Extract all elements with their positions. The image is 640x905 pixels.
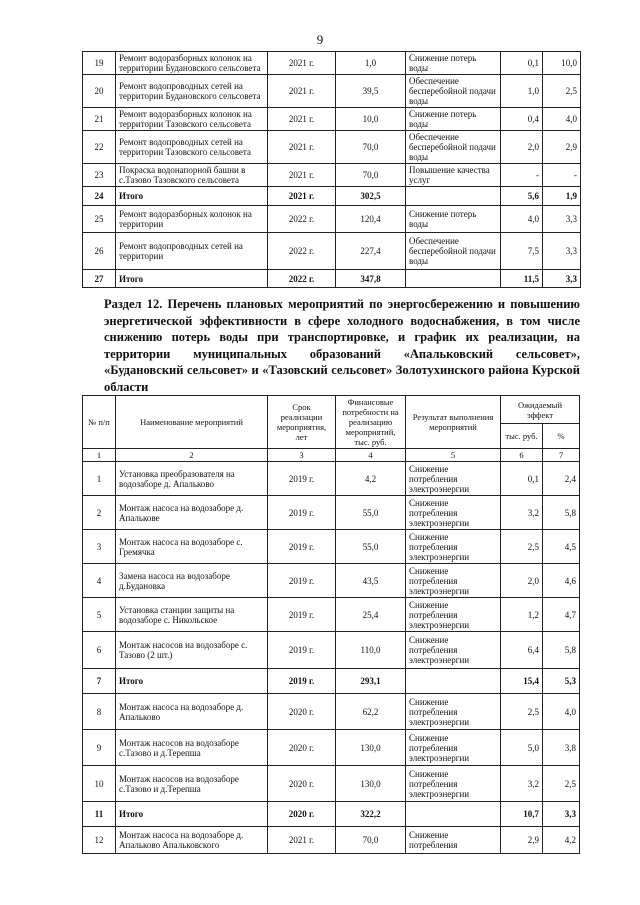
colnum-3: 3	[268, 449, 336, 462]
cell-year: 2021 г.	[268, 75, 336, 108]
cell-year: 2019 г.	[268, 530, 336, 564]
table-row	[83, 206, 581, 233]
cell-e2: 3,3	[543, 233, 581, 270]
header-term: Срок реализации мероприятия, лет	[268, 396, 336, 449]
cell-year: 2022 г.	[268, 233, 336, 270]
cell-e1: 2,0	[501, 564, 543, 598]
cell-e1: 2,5	[501, 694, 543, 730]
cell-n: 1	[83, 462, 116, 496]
cell-result	[406, 802, 501, 827]
cell-e2: 4,0	[543, 108, 581, 131]
cell-e2: 3,8	[543, 730, 580, 766]
cell-year: 2021 г.	[268, 52, 336, 75]
cell-year: 2021 г.	[268, 827, 336, 854]
table2-colnum-row	[83, 449, 580, 462]
cell-name: Ремонт водопроводных сетей на территории Тазовского сельсовета	[116, 131, 268, 164]
cell-n: 22	[83, 131, 116, 164]
cell-amount: 55,0	[336, 530, 406, 564]
cell-result: Снижение потребления электроэнергии	[406, 496, 501, 530]
header-result: Результат выполнения мероприятий	[406, 396, 501, 449]
table-row	[83, 108, 581, 131]
table1-body	[83, 52, 581, 288]
cell-name: Монтаж насоса на водозаборе д. Апалькове	[116, 496, 268, 530]
cell-name: Итого	[116, 270, 268, 288]
cell-name: Покраска водонапорной башни в с.Тазово Тазовского сельсовета	[116, 164, 268, 187]
cell-e1: 6,4	[501, 632, 543, 669]
table-row	[83, 131, 581, 164]
cell-e1: 7,5	[501, 233, 543, 270]
cell-amount: 293,1	[336, 669, 406, 694]
header-effect: Ожидаемый эффект	[501, 396, 580, 424]
cell-name: Монтаж насоса на водозаборе д. Апальково Апальковского	[116, 827, 268, 854]
cell-name: Ремонт водоразборных колонок на территории Будановского сельсовета	[116, 52, 268, 75]
table-row	[83, 632, 580, 669]
cell-n: 27	[83, 270, 116, 288]
cell-n: 5	[83, 598, 116, 632]
cell-name: Итого	[116, 802, 268, 827]
cell-result: Снижение потребления электроэнергии	[406, 632, 501, 669]
cell-e1: 0,1	[501, 52, 543, 75]
cell-amount: 62,2	[336, 694, 406, 730]
cell-n: 11	[83, 802, 116, 827]
header-effect-pct: %	[543, 424, 580, 449]
colnum-4: 4	[336, 449, 406, 462]
table-row	[83, 766, 580, 802]
cell-result: Снижение потерь воды	[406, 108, 501, 131]
cell-name: Ремонт водопроводных сетей на территории Будановского сельсовета	[116, 75, 268, 108]
table-row	[83, 164, 581, 187]
section-heading: Раздел 12. Перечень плановых мероприятий по энергосбережению и повышению энергетической эффективности в сфере холодного водоснабжения, в том числе снижению потерь воды при транспортировке, и график их реализации, на территории муниципальных образований «Апальковский сельсовет», «Будановский сельсовет» и «Тазовский сельсовет» Золотухинского района Курской области	[104, 297, 580, 394]
cell-year: 2022 г.	[268, 206, 336, 233]
cell-e2: 4,5	[543, 530, 580, 564]
cell-e1: 11,5	[501, 270, 543, 288]
cell-e1: 4,0	[501, 206, 543, 233]
cell-e2: 5,8	[543, 632, 580, 669]
cell-e1: 1,2	[501, 598, 543, 632]
cell-year: 2020 г.	[268, 694, 336, 730]
cell-year: 2022 г.	[268, 270, 336, 288]
cell-name: Монтаж насоса на водозаборе д. Апальково	[116, 694, 268, 730]
cell-year: 2019 г.	[268, 462, 336, 496]
cell-name: Ремонт водоразборных колонок на территории Тазовского сельсовета	[116, 108, 268, 131]
cell-n: 23	[83, 164, 116, 187]
cell-name: Монтаж насосов на водозаборе с. Тазово (2 шт.)	[116, 632, 268, 669]
cell-name: Монтаж насосов на водозаборе с.Тазово и д.Терепша	[116, 730, 268, 766]
header-num: № п/п	[83, 396, 116, 449]
cell-name: Итого	[116, 669, 268, 694]
cell-n: 8	[83, 694, 116, 730]
cell-name: Установка станции защиты на водозаборе с. Никольское	[116, 598, 268, 632]
page-number: 9	[316, 32, 324, 47]
cell-result: Снижение потребления электроэнергии	[406, 598, 501, 632]
cell-e1: 10,7	[501, 802, 543, 827]
cell-result: Снижение потребления электроэнергии	[406, 694, 501, 730]
cell-n: 9	[83, 730, 116, 766]
table-row	[83, 187, 581, 206]
cell-year: 2020 г.	[268, 730, 336, 766]
colnum-6: 6	[501, 449, 543, 462]
cell-n: 3	[83, 530, 116, 564]
cell-result	[406, 187, 501, 206]
cell-n: 26	[83, 233, 116, 270]
cell-n: 20	[83, 75, 116, 108]
cell-e2: 3,3	[543, 206, 581, 233]
table-row	[83, 530, 580, 564]
table-row	[83, 730, 580, 766]
cell-result: Обеспечение бесперебойной подачи воды	[406, 75, 501, 108]
cell-amount: 70,0	[336, 131, 406, 164]
cell-year: 2021 г.	[268, 131, 336, 164]
cell-n: 21	[83, 108, 116, 131]
cell-e1: 5,6	[501, 187, 543, 206]
colnum-1: 1	[83, 449, 116, 462]
cell-e2: 5,3	[543, 669, 580, 694]
cell-result: Снижение потребления электроэнергии	[406, 530, 501, 564]
cell-result: Снижение потребления электроэнергии	[406, 462, 501, 496]
cell-e1: -	[501, 164, 543, 187]
table-row	[83, 270, 581, 288]
cell-name: Замена насоса на водозаборе д.Будановка	[116, 564, 268, 598]
cell-year: 2020 г.	[268, 802, 336, 827]
cell-e2: 4,0	[543, 694, 580, 730]
cell-year: 2019 г.	[268, 669, 336, 694]
cell-result: Снижение потребления	[406, 827, 501, 854]
cell-amount: 302,5	[336, 187, 406, 206]
header-effect-rub: тыс. руб.	[501, 424, 543, 449]
table-row	[83, 598, 580, 632]
cell-amount: 347,8	[336, 270, 406, 288]
cell-n: 25	[83, 206, 116, 233]
colnum-2: 2	[116, 449, 268, 462]
colnum-7: 7	[543, 449, 580, 462]
cell-amount: 120,4	[336, 206, 406, 233]
table-row	[83, 496, 580, 530]
cell-n: 24	[83, 187, 116, 206]
cell-n: 6	[83, 632, 116, 669]
cell-name: Итого	[116, 187, 268, 206]
table-row	[83, 694, 580, 730]
table-row	[83, 462, 580, 496]
colnum-5: 5	[406, 449, 501, 462]
cell-n: 4	[83, 564, 116, 598]
cell-amount: 43,5	[336, 564, 406, 598]
cell-e1: 1,0	[501, 75, 543, 108]
cell-n: 2	[83, 496, 116, 530]
cell-n: 19	[83, 52, 116, 75]
cell-n: 10	[83, 766, 116, 802]
cell-amount: 1,0	[336, 52, 406, 75]
cell-e2: 2,9	[543, 131, 581, 164]
cell-result: Снижение потребления электроэнергии	[406, 766, 501, 802]
cell-amount: 110,0	[336, 632, 406, 669]
cell-year: 2021 г.	[268, 187, 336, 206]
cell-e1: 3,2	[501, 496, 543, 530]
cell-result: Снижение потребления электроэнергии	[406, 730, 501, 766]
cell-amount: 39,5	[336, 75, 406, 108]
cell-n: 12	[83, 827, 116, 854]
cell-e2: -	[543, 164, 581, 187]
cell-year: 2019 г.	[268, 496, 336, 530]
table-row	[83, 669, 580, 694]
table-row	[83, 233, 581, 270]
cell-name: Монтаж насосов на водозаборе с.Тазово и д.Терепша	[116, 766, 268, 802]
cell-amount: 10,0	[336, 108, 406, 131]
cell-e2: 10,0	[543, 52, 581, 75]
cell-e1: 3,2	[501, 766, 543, 802]
cell-e2: 3,3	[543, 802, 580, 827]
cell-result	[406, 669, 501, 694]
cell-result: Повышение качества услуг	[406, 164, 501, 187]
table2-header-row	[83, 396, 580, 424]
cell-e2: 1,9	[543, 187, 581, 206]
cell-amount: 4,2	[336, 462, 406, 496]
header-finance: Финансовые потребности на реализацию мероприятий, тыс. руб.	[336, 396, 406, 449]
cell-amount: 130,0	[336, 766, 406, 802]
header-name: Наименование мероприятий	[116, 396, 268, 449]
cell-amount: 55,0	[336, 496, 406, 530]
table-row	[83, 802, 580, 827]
table-row	[83, 75, 581, 108]
cell-name: Монтаж насоса на водозаборе с. Гремячка	[116, 530, 268, 564]
cell-e2: 3,3	[543, 270, 581, 288]
cell-e2: 4,7	[543, 598, 580, 632]
cell-n: 7	[83, 669, 116, 694]
cell-year: 2021 г.	[268, 164, 336, 187]
cell-e2: 2,4	[543, 462, 580, 496]
cell-amount: 70,0	[336, 164, 406, 187]
cell-e2: 2,5	[543, 75, 581, 108]
cell-year: 2019 г.	[268, 598, 336, 632]
table-row	[83, 827, 580, 854]
cell-name: Ремонт водоразборных колонок на территории	[116, 206, 268, 233]
table2-body	[83, 462, 580, 854]
cell-result: Обеспечение бесперебойной подачи воды	[406, 233, 501, 270]
table-plan-continued	[82, 51, 581, 288]
cell-year: 2019 г.	[268, 632, 336, 669]
cell-result: Снижение потребления электроэнергии	[406, 564, 501, 598]
cell-e1: 2,9	[501, 827, 543, 854]
cell-year: 2019 г.	[268, 564, 336, 598]
cell-e1: 2,5	[501, 530, 543, 564]
table-energy-plan	[82, 395, 580, 854]
cell-e2: 5,8	[543, 496, 580, 530]
cell-amount: 227,4	[336, 233, 406, 270]
cell-e2: 4,6	[543, 564, 580, 598]
cell-result: Снижение потерь воды	[406, 206, 501, 233]
cell-year: 2021 г.	[268, 108, 336, 131]
cell-year: 2020 г.	[268, 766, 336, 802]
cell-name: Ремонт водопроводных сетей на территории	[116, 233, 268, 270]
cell-e1: 0,1	[501, 462, 543, 496]
cell-e2: 4,2	[543, 827, 580, 854]
cell-e1: 5,0	[501, 730, 543, 766]
cell-e1: 0,4	[501, 108, 543, 131]
cell-amount: 70,0	[336, 827, 406, 854]
cell-amount: 130,0	[336, 730, 406, 766]
table-row	[83, 52, 581, 75]
cell-amount: 25,4	[336, 598, 406, 632]
cell-e1: 15,4	[501, 669, 543, 694]
table-row	[83, 564, 580, 598]
cell-result: Снижение потерь воды	[406, 52, 501, 75]
cell-e1: 2,0	[501, 131, 543, 164]
cell-amount: 322,2	[336, 802, 406, 827]
cell-result: Обеспечение бесперебойной подачи воды	[406, 131, 501, 164]
cell-e2: 2,5	[543, 766, 580, 802]
cell-name: Установка преобразователя на водозаборе д. Апальково	[116, 462, 268, 496]
cell-result	[406, 270, 501, 288]
